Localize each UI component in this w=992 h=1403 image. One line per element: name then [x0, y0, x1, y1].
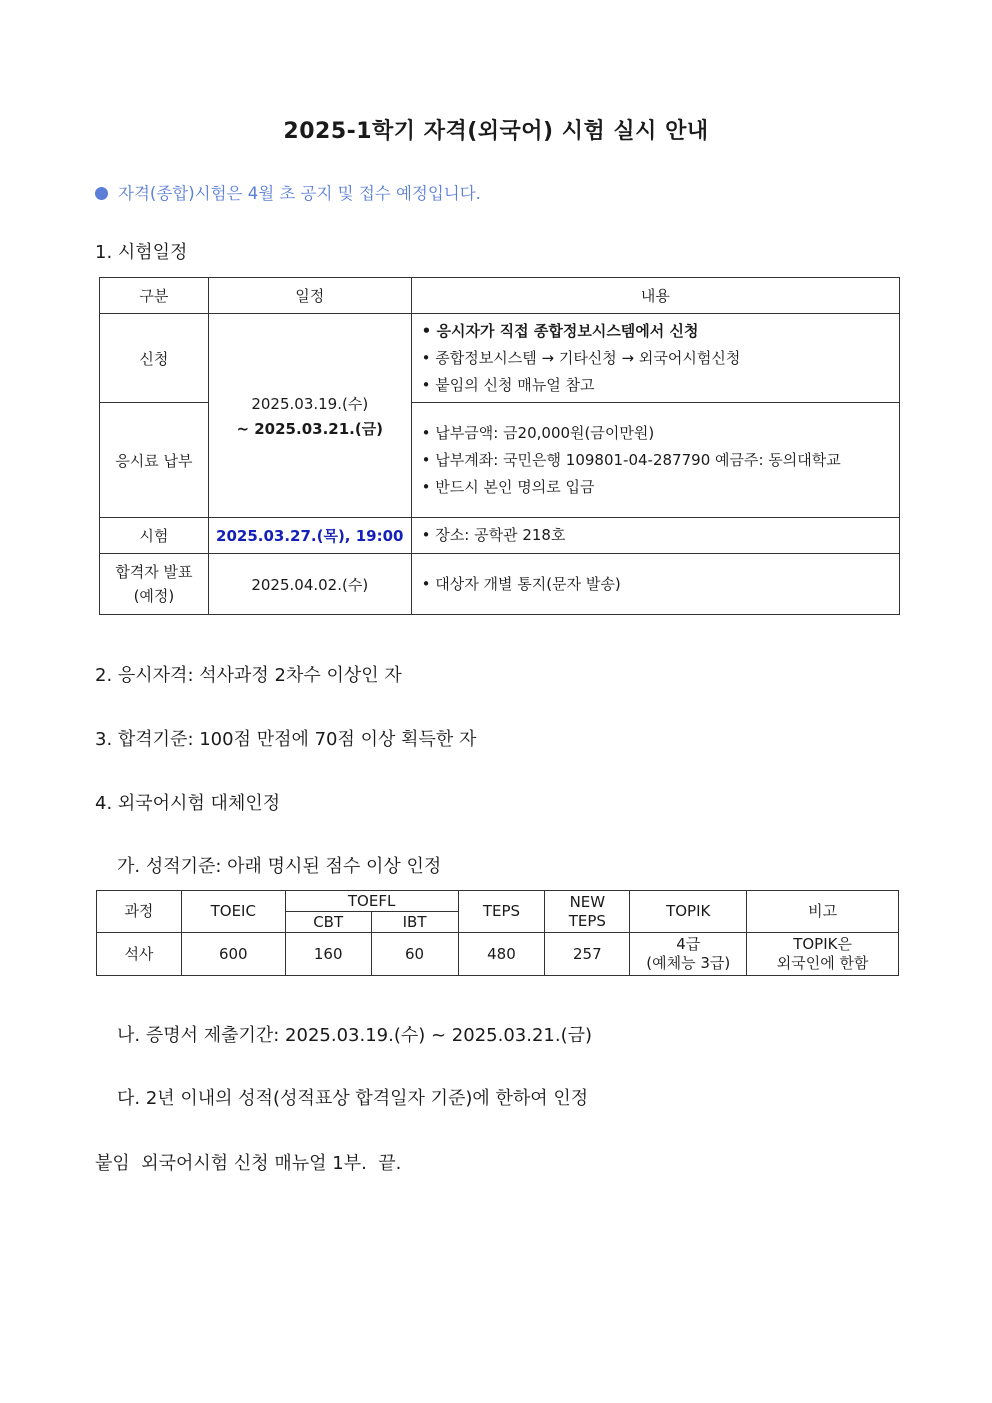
period-start: 2025.03.19.(수) [251, 394, 369, 413]
section4-sub-b: 나. 증명서 제출기간: 2025.03.19.(수) ~ 2025.03.21.(금) [117, 1025, 593, 1046]
result-label-line2: (예정) [133, 587, 175, 605]
section2: 2. 응시자격: 석사과정 2차수 이상인 자 [95, 665, 402, 686]
header-ibt: IBT [371, 912, 458, 933]
header-cbt: CBT [285, 912, 371, 933]
header-topik: TOPIK [630, 891, 747, 933]
header-category: 구분 [100, 278, 209, 314]
cell-topik-line2: (예체능 3급) [646, 954, 731, 972]
page-title: 2025-1학기 자격(외국어) 시험 실시 안내 [283, 119, 709, 144]
section4-heading: 4. 외국어시험 대체인정 [95, 793, 281, 814]
table-row [100, 554, 900, 615]
header-content: 내용 [411, 278, 899, 314]
cell-ibt: 60 [371, 933, 458, 976]
exam-label: 시험 [100, 518, 209, 554]
section3: 3. 합격기준: 100점 만점에 70점 이상 획득한 자 [95, 729, 477, 750]
period-end: ~ 2025.03.21.(금) [236, 419, 384, 438]
list-item: • 납부금액: 금20,000원(금이만원) [421, 423, 655, 442]
result-content: • 대상자 개별 통지(문자 발송) [411, 554, 899, 615]
result-label [100, 554, 209, 615]
cell-cbt: 160 [285, 933, 371, 976]
cell-note-line1: TOPIK은 [793, 935, 852, 953]
header-schedule: 일정 [208, 278, 411, 314]
header-course: 과정 [97, 891, 182, 933]
list-item: • 응시자가 직접 종합정보시스템에서 신청 [421, 321, 699, 340]
list-item: • 붙임의 신청 매뉴얼 참고 [421, 375, 595, 394]
result-date: 2025.04.02.(수) [208, 554, 411, 615]
exam-date: 2025.03.27.(목), 19:00 [208, 518, 411, 554]
section1-heading: 1. 시험일정 [95, 242, 188, 263]
header-newteps [545, 891, 630, 933]
list-item: • 반드시 본인 명의로 입금 [421, 477, 595, 496]
notice [95, 180, 481, 204]
score-table [96, 890, 899, 976]
table-row [100, 314, 900, 403]
table-row [100, 518, 900, 554]
notice-text: 자격(종합)시험은 4월 초 공지 및 접수 예정입니다. [118, 184, 481, 203]
header-newteps-line1: NEW [569, 892, 606, 911]
attachment-note: 붙임 외국어시험 신청 매뉴얼 1부. 끝. [95, 1153, 402, 1174]
fee-content [411, 403, 899, 518]
list-item: • 종합정보시스템 → 기타신청 → 외국어시험신청 [421, 348, 741, 367]
schedule-table [99, 277, 900, 615]
header-toeic: TOEIC [181, 891, 285, 933]
cell-newteps: 257 [545, 933, 630, 976]
table-row [97, 933, 899, 976]
cell-note-line2: 외국인에 한함 [776, 954, 869, 972]
section4-sub-c: 다. 2년 이내의 성적(성적표상 합격일자 기준)에 한하여 인정 [117, 1088, 589, 1109]
apply-label: 신청 [100, 314, 209, 403]
cell-teps: 480 [458, 933, 545, 976]
header-toefl: TOEFL [285, 891, 458, 912]
cell-toeic: 600 [181, 933, 285, 976]
section4-sub-a: 가. 성적기준: 아래 명시된 점수 이상 인정 [117, 856, 442, 877]
exam-content: • 장소: 공학관 218호 [411, 518, 899, 554]
header-teps: TEPS [458, 891, 545, 933]
result-label-line1: 합격자 발표 [115, 563, 193, 581]
cell-topik-line1: 4급 [676, 935, 701, 953]
header-newteps-line2: TEPS [568, 911, 606, 930]
cell-note [747, 933, 899, 976]
period-cell [208, 314, 411, 518]
table-row [100, 278, 900, 314]
cell-topik [630, 933, 747, 976]
header-note: 비고 [747, 891, 899, 933]
table-row [97, 891, 899, 912]
apply-content [411, 314, 899, 403]
cell-course: 석사 [97, 933, 182, 976]
fee-label: 응시료 납부 [100, 403, 209, 518]
bullet-dot-icon [95, 187, 108, 200]
list-item: • 납부계좌: 국민은행 109801-04-287790 예금주: 동의대학교 [421, 450, 841, 469]
